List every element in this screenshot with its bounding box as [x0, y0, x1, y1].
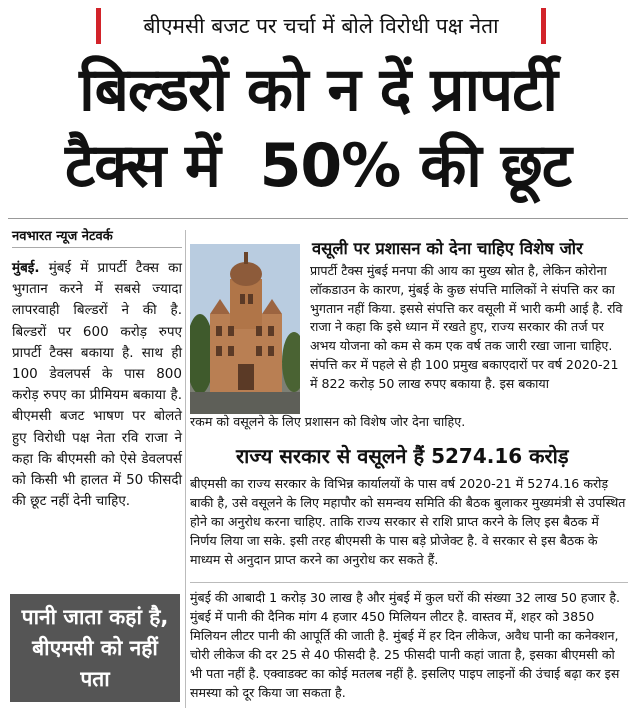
- kicker-banner: [96, 8, 546, 44]
- dateline: मुंबई.: [12, 260, 40, 276]
- headline-divider: [8, 218, 628, 219]
- section-1-text-continued: रकम को वसूलने के लिए प्रशासन को विशेष जोर देना चाहिए.: [190, 414, 466, 429]
- section-divider: [190, 582, 628, 583]
- section-3-text: मुंबई की आबादी 1 करोड़ 30 लाख है और मुंबई में कुल घरों की संख्या 32 लाख 50 हजार है. मुंबई में पानी की दैनिक मांग 4 हजार 450 मिलियन लीटर है. वास्तव में, शहर को 3850 मिलियन लीटर पानी की आपूर्ति की जाती है. मुंबई में हर दिन लीकेज, अवैध पानी का कनेक्शन, चोरी लीकेज की दर 25 से 40 फीसदी है. 25 फीसदी पानी कहां जाता है, इसका बीएमसी को भी पता नहीं है. एक्वाडक्ट का कोई मतलब नहीं है. इसलिए पाइप लाइनों की उंचाई बढ़ा कर इस समस्या को दूर किया जा सकता है.: [190, 590, 621, 700]
- bmc-building-photo: [190, 244, 300, 414]
- section-1-heading: वसूली पर प्रशासन को देना चाहिए विशेष जोर: [312, 239, 583, 258]
- kicker-text: बीएमसी बजट पर चर्चा में बोले विरोधी पक्ष नेता: [143, 14, 499, 38]
- section-2-heading: राज्य सरकार से वसूलने हैं 5274.16 करोड़: [236, 444, 569, 468]
- headline: [8, 52, 628, 204]
- headline-line-1: बिल्डरों को न दें प्रापर्टी: [79, 55, 557, 125]
- intro-column: [12, 258, 182, 512]
- headline-line-2: टैक्स में 50% की छूट: [65, 131, 571, 201]
- byline: नवभारत न्यूज नेटवर्क: [12, 226, 182, 248]
- water-callout-text: पानी जाता कहां है, बीएमसी को नहीं पता: [21, 604, 169, 691]
- column-divider: [185, 230, 186, 708]
- water-callout-box: [10, 594, 180, 702]
- section-2-text: बीएमसी का राज्य सरकार के विभिन्न कार्यालयों के पास वर्ष 2020-21 में 5274.16 करोड़ बाकी है, उसे वसूलने के लिए महापौर को समन्वय समिति की बैठक बुलाकर मुख्यमंत्री से उपस्थित होने का अनुरोध करना चाहिए. ताकि राज्य सरकार से राशि प्राप्त करने के लिए इस बैठक में निर्णय लिया जा सके. इसी तरह बीएमसी के पास बड़े प्रोजेक्ट है. वे सरकार से इस बैठक के माध्यम से अनुदान प्राप्त करने का अनुरोध कर सकते हैं.: [190, 476, 626, 567]
- intro-text: मुंबई में प्रापर्टी टैक्स का भुगतान करने में सबसे ज्यादा लापरवाही बिल्डरों ने की है. बिल्डरों पर 600 करोड़ रुपए प्रापर्टी टैक्स बकाया है. साथ ही 100 डेवलपर्स के पास 800 करोड़ रुपए का प्रीमियम बकाया है. बीएमसी बजट भाषण पर बोलते हुए विरोधी पक्ष नेता रवि राजा ने कहा कि बीएमसी को ऐसे डेवलपर्स को किसी भी हालत में 50 फीसदी की छूट नहीं देनी चाहिए.: [12, 260, 182, 510]
- section-1-text: प्रापर्टी टैक्स मुंबई मनपा की आय का मुख्य स्रोत है, लेकिन कोरोना लॉकडाउन के कारण, मुंबई के कुछ संपत्ति मालिकों ने संपत्ति कर का भुगतान नहीं किया. इससे संपत्ति कर वसूली में भारी कमी आई है. रवि राजा ने कहा कि इसे ध्यान में रखते हुए, राज्य सरकार की तर्ज पर अभय योजना को कम से कम एक वर्ष तक जारी रखा जाना चाहिए. संपत्ति कर में पहले से ही 100 प्रमुख बकाएदारों पर वर्ष 2020-21 में 822 करोड़ 50 लाख रुपए बकाया है. इस बकाया: [310, 263, 623, 391]
